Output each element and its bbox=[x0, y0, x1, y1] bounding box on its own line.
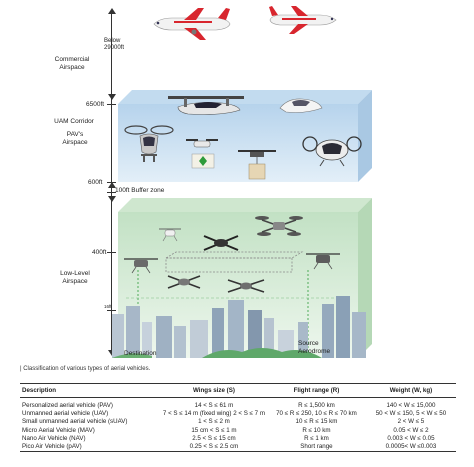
axis-arrow-top bbox=[108, 8, 116, 14]
pav-airspace-label: PAV's Airspace bbox=[62, 131, 88, 147]
cell-flight-range: Short range bbox=[300, 442, 333, 450]
table-row bbox=[20, 426, 456, 434]
city-skyline bbox=[112, 296, 374, 358]
low-level-airspace-label: Low-Level Airspace bbox=[60, 270, 90, 286]
drone-quad-right-icon bbox=[254, 212, 304, 242]
cell-description: Nano Air Vehicle (NAV) bbox=[22, 434, 86, 442]
cell-wings-size: 1 < S ≤ 2 m bbox=[198, 418, 230, 426]
cell-description: Unmanned aerial vehicle (UAV) bbox=[22, 410, 109, 418]
quadcopter-pav-icon bbox=[124, 122, 174, 164]
cell-description: Personalized aerial vehicle (PAV) bbox=[22, 402, 113, 409]
table-row bbox=[20, 410, 456, 418]
cell-weight: 0.003 < W ≤ 0.05 bbox=[387, 434, 435, 442]
tick-600 bbox=[107, 182, 116, 183]
cell-weight: 0.0005< W ≤0.003 bbox=[385, 442, 437, 450]
altitude-400-label: 400ft bbox=[92, 249, 107, 256]
buffer-zone-label: 100ft Buffer zone bbox=[115, 187, 165, 194]
cell-description: Micro Aerial Vehicle (MAV) bbox=[22, 426, 95, 434]
cell-flight-range: R ≤ 10 km bbox=[302, 426, 331, 434]
flying-car-icon bbox=[276, 94, 324, 116]
table-row bbox=[20, 398, 456, 410]
table-caption: | Classification of various types of aerial vehicles. bbox=[20, 366, 151, 372]
tick-400 bbox=[107, 252, 116, 253]
table-row bbox=[20, 434, 456, 442]
table-row bbox=[20, 442, 456, 451]
altitude-6500-label: 6500ft bbox=[86, 101, 105, 108]
delivery-drone-icon bbox=[182, 136, 222, 172]
cell-wings-size: 2.5 < S ≤ 15 cm bbox=[192, 434, 236, 442]
parcel-drone-icon bbox=[236, 146, 278, 182]
drone-mid-left-icon bbox=[166, 272, 202, 292]
drone-white-icon bbox=[156, 224, 184, 244]
header-wings-size: Wings size (S) bbox=[161, 384, 267, 398]
cell-flight-range: 10 ≤ R ≤ 15 km bbox=[295, 418, 338, 426]
source-aerodrome-label: Source Aerodrome bbox=[298, 340, 331, 355]
header-description: Description bbox=[20, 384, 161, 398]
below-29000-label: Below 29000ft bbox=[104, 38, 125, 52]
drone-far-right-icon bbox=[304, 248, 342, 272]
header-flight-range: Flight range (R) bbox=[267, 384, 366, 398]
commercial-airspace-label: Commercial Airspace bbox=[54, 56, 90, 72]
cell-flight-range: R ≤ 1 km bbox=[304, 434, 329, 442]
cell-weight: 2 < W ≤ 5 bbox=[397, 418, 425, 426]
cell-weight: 50 < W ≤ 150, 5 < W ≤ 50 bbox=[375, 410, 447, 418]
altitude-600-label: 600ft bbox=[88, 179, 103, 186]
cell-weight: 0.05 < W ≤ 2 bbox=[393, 426, 429, 434]
airplane-right-icon bbox=[268, 4, 340, 36]
cell-weight: 140 < W ≤ 15,000 bbox=[386, 402, 436, 409]
drone-left-icon bbox=[122, 254, 160, 276]
table-header-row bbox=[20, 384, 456, 398]
cell-description: Small unmanned aerial vehicle (sUAV) bbox=[22, 418, 128, 426]
cell-wings-size: 7 < S ≤ 14 m (fixed wing) 2 < S ≤ 7 m bbox=[162, 410, 265, 418]
cell-flight-range: R ≤ 1,500 km bbox=[298, 402, 335, 409]
table-row bbox=[20, 418, 456, 426]
arrow-buffer-down bbox=[108, 196, 116, 202]
cell-wings-size: 15 cm < S ≤ 1 m bbox=[191, 426, 237, 434]
cell-wings-size: 0.25 < S ≤ 2.5 cm bbox=[189, 442, 239, 450]
classification-table bbox=[20, 383, 456, 452]
altitude-16-label: 16ft bbox=[104, 304, 112, 309]
cell-description: Pico Air Vehicle (pAV) bbox=[22, 442, 82, 450]
airplane-left-icon bbox=[150, 6, 232, 42]
header-weight: Weight (W, kg) bbox=[366, 384, 456, 398]
tick-6500 bbox=[107, 104, 116, 105]
cell-wings-size: 14 < S ≤ 61 m bbox=[194, 402, 234, 409]
cell-flight-range: 70 ≤ R ≤ 250, 10 ≤ R ≤ 70 km bbox=[276, 410, 357, 418]
pod-vehicle-icon bbox=[302, 132, 362, 170]
drone-mid-right-icon bbox=[226, 276, 266, 296]
air-taxi-icon bbox=[164, 92, 248, 122]
destination-label: Destination bbox=[124, 350, 157, 357]
arrow-6500-down bbox=[108, 94, 116, 100]
drone-black-icon bbox=[202, 232, 240, 254]
uam-corridor-label: UAM Corridor bbox=[54, 118, 94, 125]
